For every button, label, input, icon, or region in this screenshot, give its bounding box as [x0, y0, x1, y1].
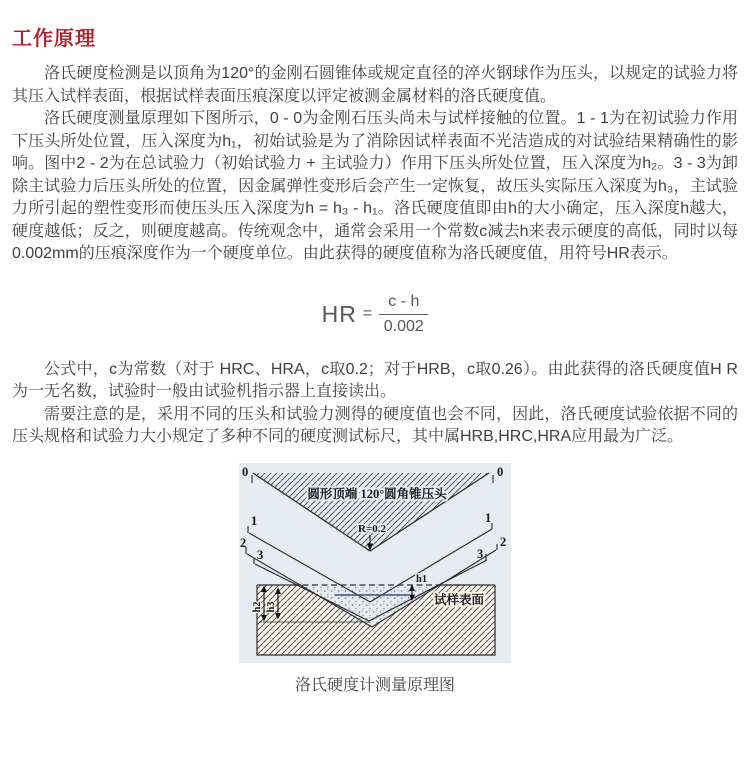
formula-fraction [379, 293, 428, 336]
position-label-left-1: 1 [251, 513, 258, 528]
indenter-label: 圆形顶端 120°圆角锥压头 [307, 486, 447, 501]
h2-label: h2 [252, 600, 263, 613]
position-label-right-0: 0 [497, 464, 504, 479]
formula-lhs: HR [321, 300, 357, 327]
position-label-left-0: 0 [242, 464, 249, 479]
specimen-surface-label: 试样表面 [433, 592, 485, 607]
page-title: 工作原理 [12, 28, 96, 50]
paragraph-constant: 公式中，c为常数（对于 HRC、HRA，c取0.2；对于HRB，c取0.26）。由此获得的洛氏硬度值H R为一无名数，试验时一般由试验机指示器上直接读出。 [12, 360, 738, 400]
position-label-right-3: 3 [477, 546, 484, 561]
position-label-left-3: 3 [257, 547, 264, 562]
h3-label: h3 [266, 600, 277, 613]
paragraph-intro: 洛氏硬度检测是以顶角为120°的金刚石圆锥体或规定直径的淬火钢球作为压头，以规定的试验力将其压入试样表面，根据试样表面压痕深度以评定被测金属材料的洛氏硬度值。 [12, 65, 738, 105]
position-label-left-2: 2 [240, 535, 247, 550]
paragraph-scales: 需要注意的是，采用不同的压头和试验力测得的硬度值也会不同，因此，洛氏硬度试验依据不同的压头规格和试验力大小规定了多种不同的硬度测试标尺，其中属HRB,HRC,HRA应用最为广泛。 [12, 405, 738, 445]
principle-diagram-figure [239, 463, 511, 695]
formula-equals-sign: = [362, 305, 373, 322]
diagram-caption: 洛氏硬度计测量原理图 [294, 676, 455, 694]
hardness-formula [12, 293, 738, 336]
position-label-right-1: 1 [485, 510, 492, 525]
position-label-right-2: 2 [500, 534, 507, 549]
paragraph-principle: 洛氏硬度测量原理如下图所示，0 - 0为金刚石压头尚未与试样接触的位置。1 - 1为在初试验力作用下压头所处位置，压入深度为h₁，初始试验是为了消除因试样表面不光洁造成的对试验结果精确性的影响。图中2 - 2为在总试验力（初始试验力 + 主试验力）作用下压头所处位置，压入深度为h₂。3 - 3为卸除主试验力后压头所处的位置，因金属弹性变形后会产生一定恢复，故压头实际压入深度为h₃，主试验力所引起的塑性变形而使压头压入深度为h = h₃ - h₁。洛氏硬度值即由h的大小确定，压入深度h越大，硬度越低；反之，则硬度越高。传统观念中，通常会采用一个常数c减去h来表示硬度的高低，同时以每0.002mm的压痕深度作为一个硬度单位。由此获得的硬度值称为洛氏硬度值，用符号HR表示。 [12, 110, 738, 262]
formula-numerator: c - h [379, 293, 428, 315]
tip-radius-label: R=0.2 [358, 522, 386, 535]
principle-diagram [239, 463, 511, 663]
h1-label: h1 [416, 573, 428, 585]
formula-denominator: 0.002 [383, 317, 424, 335]
